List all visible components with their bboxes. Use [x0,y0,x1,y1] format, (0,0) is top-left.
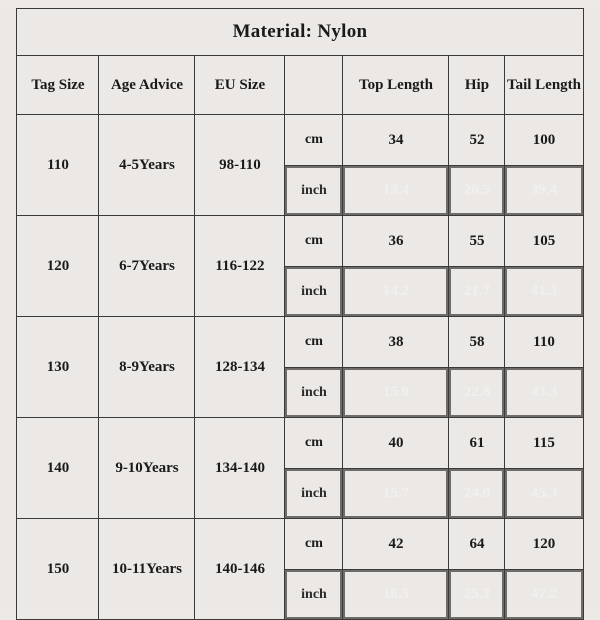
cell-unit-inch: inch [285,368,343,418]
cell-top-length-cm: 36 [343,216,449,267]
cell-unit-cm: cm [285,519,343,570]
cell-age-advice: 10-11Years [99,519,195,620]
header-eu-size: EU Size [195,56,285,115]
cell-tail-length-inch: 47.2 [505,570,583,620]
cell-eu-size: 98-110 [195,115,285,216]
cell-tail-length-inch: 45.3 [505,469,583,519]
header-age-advice: Age Advice [99,56,195,115]
table-row [17,115,583,166]
cell-hip-inch: 22.8 [449,368,505,418]
cell-top-length-cm: 42 [343,519,449,570]
header-tail-length: Tail Length [505,56,583,115]
header-tag-size: Tag Size [17,56,99,115]
cell-top-length-cm: 34 [343,115,449,166]
cell-tag-size: 150 [17,519,99,620]
cell-eu-size: 128-134 [195,317,285,418]
cell-unit-inch: inch [285,469,343,519]
cell-top-length-cm: 38 [343,317,449,368]
cell-eu-size: 116-122 [195,216,285,317]
cell-hip-cm: 55 [449,216,505,267]
cell-unit-cm: cm [285,115,343,166]
cell-unit-inch: inch [285,166,343,216]
table-row [17,216,583,267]
cell-tail-length-cm: 105 [505,216,583,267]
cell-age-advice: 8-9Years [99,317,195,418]
header-row [17,56,583,115]
cell-tail-length-cm: 100 [505,115,583,166]
size-chart-sheet [0,8,600,608]
cell-unit-cm: cm [285,216,343,267]
cell-tail-length-cm: 120 [505,519,583,570]
cell-age-advice: 9-10Years [99,418,195,519]
table-row [17,418,583,469]
cell-unit-cm: cm [285,317,343,368]
cell-tag-size: 130 [17,317,99,418]
cell-unit-inch: inch [285,267,343,317]
cell-tail-length-inch: 39.4 [505,166,583,216]
cell-unit-inch: inch [285,570,343,620]
cell-age-advice: 6-7Years [99,216,195,317]
cell-tail-length-inch: 43.3 [505,368,583,418]
cell-tag-size: 110 [17,115,99,216]
header-hip: Hip [449,56,505,115]
cell-hip-inch: 21.7 [449,267,505,317]
cell-tail-length-cm: 115 [505,418,583,469]
cell-tag-size: 140 [17,418,99,519]
cell-hip-inch: 25.2 [449,570,505,620]
header-unit [285,56,343,115]
chart-title: Material: Nylon [17,9,583,56]
table-row [17,519,583,570]
cell-age-advice: 4-5Years [99,115,195,216]
cell-tail-length-cm: 110 [505,317,583,368]
cell-tag-size: 120 [17,216,99,317]
size-chart-table [16,8,583,620]
cell-tail-length-inch: 41.3 [505,267,583,317]
cell-hip-cm: 61 [449,418,505,469]
cell-top-length-cm: 40 [343,418,449,469]
cell-hip-cm: 52 [449,115,505,166]
cell-eu-size: 134-140 [195,418,285,519]
table-row [17,317,583,368]
cell-top-length-inch: 16.5 [343,570,449,620]
cell-hip-cm: 64 [449,519,505,570]
cell-hip-inch: 20.5 [449,166,505,216]
cell-top-length-inch: 14.2 [343,267,449,317]
header-top-length: Top Length [343,56,449,115]
title-row [17,9,583,56]
cell-unit-cm: cm [285,418,343,469]
cell-top-length-inch: 15.0 [343,368,449,418]
cell-hip-inch: 24.0 [449,469,505,519]
cell-eu-size: 140-146 [195,519,285,620]
cell-top-length-inch: 13.4 [343,166,449,216]
cell-top-length-inch: 15.7 [343,469,449,519]
cell-hip-cm: 58 [449,317,505,368]
